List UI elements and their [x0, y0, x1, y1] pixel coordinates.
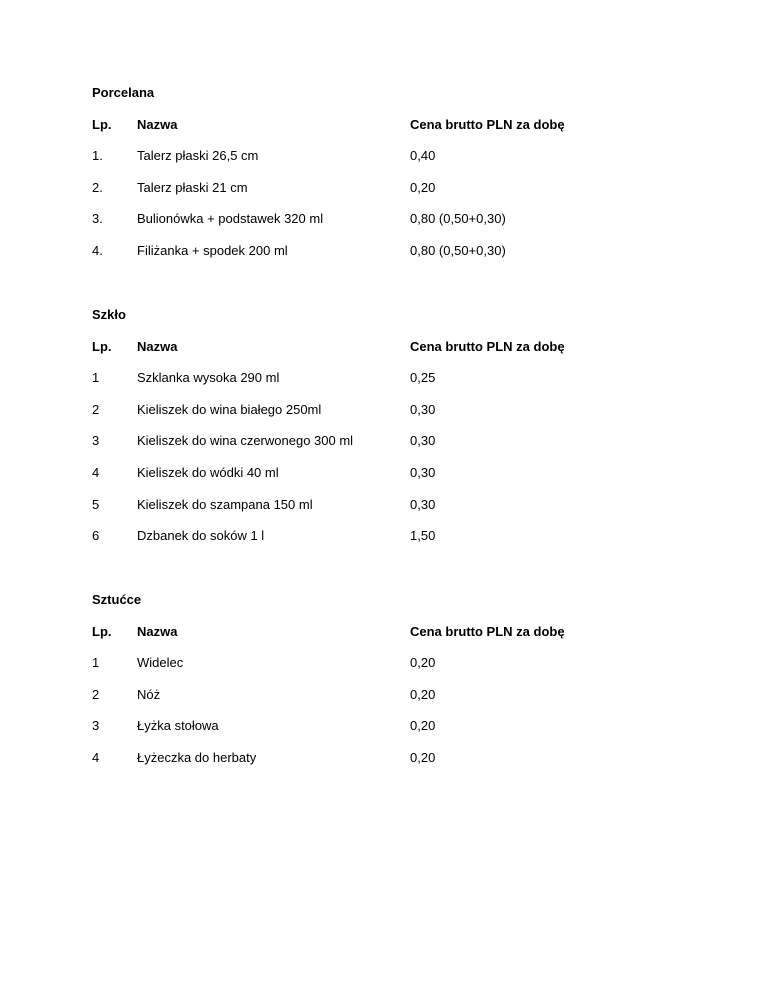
row-price: 0,80 (0,50+0,30) [410, 211, 506, 227]
header-name: Nazwa [137, 116, 178, 132]
table-row [92, 653, 652, 673]
row-name: Talerz płaski 21 cm [137, 179, 248, 195]
row-price: 0,80 (0,50+0,30) [410, 242, 506, 258]
row-lp: 3 [92, 718, 100, 734]
row-lp: 1 [92, 370, 100, 386]
section-porcelana [92, 83, 652, 261]
row-name: Łyżka stołowa [137, 718, 219, 734]
row-lp: 3. [92, 211, 103, 227]
row-price: 0,30 [410, 464, 436, 480]
row-price: 0,20 [410, 686, 436, 702]
row-lp: 1 [92, 655, 100, 671]
row-lp: 4 [92, 464, 100, 480]
row-name: Talerz płaski 26,5 cm [137, 148, 259, 164]
section-title: Sztućce [92, 592, 142, 607]
row-price: 0,20 [410, 655, 436, 671]
row-name: Kieliszek do wina czerwonego 300 ml [137, 433, 354, 449]
table-row [92, 716, 652, 736]
row-lp: 6 [92, 528, 100, 544]
table-row [92, 495, 652, 515]
row-price: 0,40 [410, 148, 436, 164]
table-row [92, 209, 652, 229]
header-name: Nazwa [137, 338, 178, 354]
table-row [92, 400, 652, 420]
row-price: 0,20 [410, 749, 436, 765]
row-price: 0,20 [410, 179, 436, 195]
row-price: 0,30 [410, 401, 436, 417]
table-row [92, 241, 652, 261]
row-name: Nóż [137, 686, 161, 702]
row-lp: 2 [92, 401, 100, 417]
header-lp: Lp. [92, 338, 112, 354]
row-lp: 4 [92, 749, 100, 765]
row-price: 0,30 [410, 433, 436, 449]
table-row [92, 431, 652, 451]
table-row [92, 685, 652, 705]
table-row [92, 526, 652, 546]
row-price: 0,25 [410, 370, 436, 386]
row-name: Bulionówka + podstawek 320 ml [137, 211, 324, 227]
row-name: Dzbanek do soków 1 l [137, 528, 265, 544]
header-lp: Lp. [92, 623, 112, 639]
table-row [92, 146, 652, 166]
row-name: Kieliszek do wódki 40 ml [137, 464, 279, 480]
table-row [92, 748, 652, 768]
row-lp: 2 [92, 686, 100, 702]
section-szklo [92, 305, 652, 546]
row-lp: 3 [92, 433, 100, 449]
row-name: Kieliszek do szampana 150 ml [137, 496, 313, 512]
row-name: Kieliszek do wina białego 250ml [137, 401, 322, 417]
row-name: Szklanka wysoka 290 ml [137, 370, 280, 386]
table-row [92, 463, 652, 483]
table-row [92, 368, 652, 388]
row-name: Łyżeczka do herbaty [137, 749, 257, 765]
section-title: Szkło [92, 307, 126, 322]
table-row [92, 178, 652, 198]
row-lp: 1. [92, 148, 103, 164]
row-name: Filiżanka + spodek 200 ml [137, 242, 288, 258]
header-price: Cena brutto PLN za dobę [410, 338, 565, 354]
table-header [92, 337, 652, 357]
row-name: Widelec [137, 655, 184, 671]
section-sztucce [92, 590, 652, 768]
header-lp: Lp. [92, 116, 112, 132]
table-header [92, 622, 652, 642]
row-lp: 5 [92, 496, 100, 512]
row-lp: 4. [92, 242, 103, 258]
row-price: 0,30 [410, 496, 436, 512]
header-name: Nazwa [137, 623, 178, 639]
header-price: Cena brutto PLN za dobę [410, 116, 565, 132]
row-price: 1,50 [410, 528, 436, 544]
table-header [92, 115, 652, 135]
row-lp: 2. [92, 179, 103, 195]
row-price: 0,20 [410, 718, 436, 734]
header-price: Cena brutto PLN za dobę [410, 623, 565, 639]
section-title: Porcelana [92, 85, 155, 100]
